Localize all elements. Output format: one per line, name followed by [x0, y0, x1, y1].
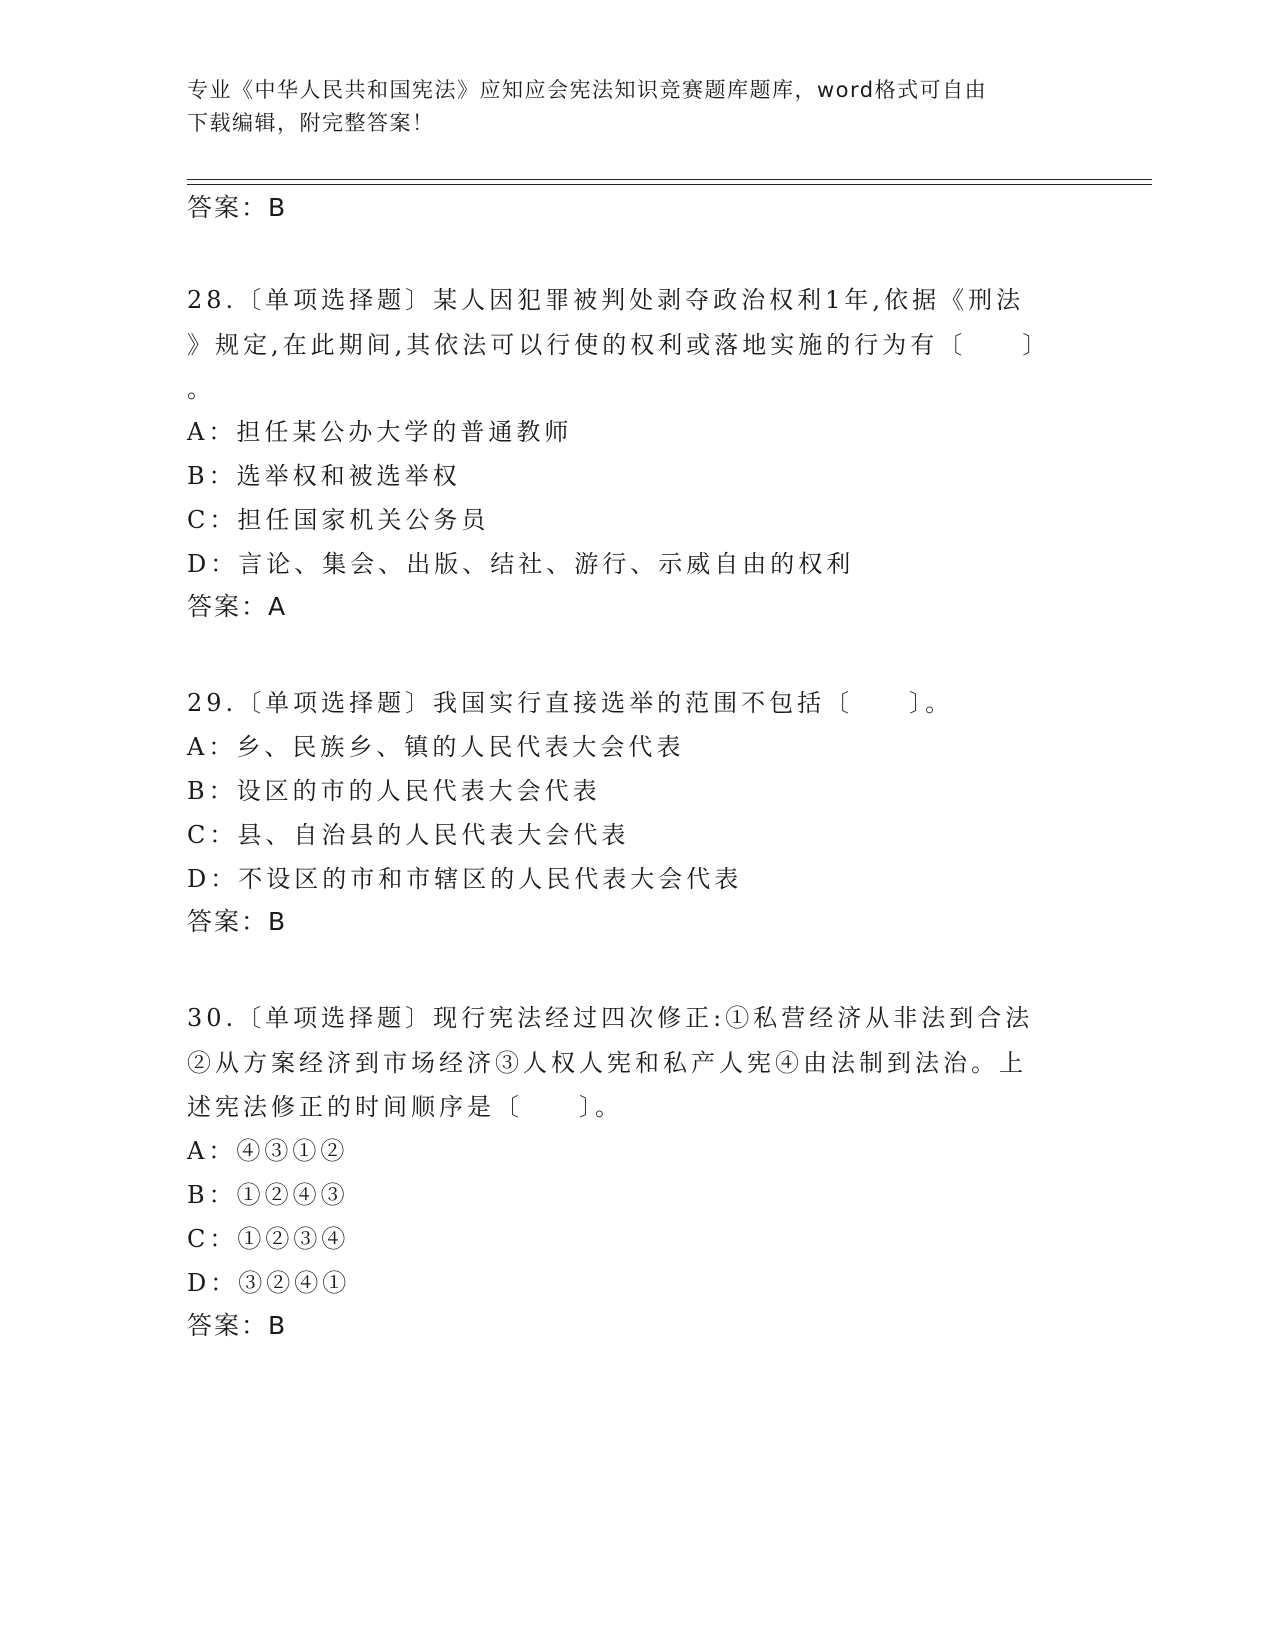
question-30-option-d: D：③②④①	[187, 1269, 351, 1297]
question-29-option-d: D：不设区的市和市辖区的人民代表大会代表	[187, 865, 743, 893]
previous-answer: 答案：B	[187, 193, 288, 222]
question-30-answer: 答案：B	[187, 1311, 288, 1340]
question-28-option-d: D：言论、集会、出版、结社、游行、示威自由的权利	[187, 550, 855, 578]
question-29-option-a: A：乡、民族乡、镇的人民代表大会代表	[187, 733, 685, 761]
page-header	[187, 74, 1067, 140]
question-30-option-a: A：④③①②	[187, 1137, 349, 1165]
question-29-option-c: C：县、自治县的人民代表大会代表	[187, 821, 630, 849]
question-28-option-a: A：担任某公办大学的普通教师	[187, 418, 573, 446]
question-29-option-b: B：设区的市的人民代表大会代表	[187, 777, 601, 805]
header-line-2: 下载编辑，附完整答案！	[187, 111, 435, 135]
question-28-option-c: C：担任国家机关公务员	[187, 506, 490, 534]
question-28-stem-line-1: 28.〔单项选择题〕某人因犯罪被判处剥夺政治权利1年,依据《刑法	[187, 286, 1025, 314]
question-30-option-c: C：①②③④	[187, 1225, 350, 1253]
question-30-stem-line-3: 述宪法修正的时间顺序是〔 〕。	[187, 1093, 623, 1121]
question-29-stem-line-1: 29.〔单项选择题〕我国实行直接选举的范围不包括〔 〕。	[187, 689, 954, 717]
question-28-stem-line-2: 》规定,在此期间,其依法可以行使的权利或落地实施的行为有〔 〕	[187, 331, 1051, 359]
header-divider-bottom	[187, 184, 1152, 185]
question-28-option-b: B：选举权和被选举权	[187, 462, 461, 490]
question-30-option-b: B：①②④③	[187, 1181, 349, 1209]
question-29-answer: 答案：B	[187, 907, 288, 936]
question-28-answer: 答案：A	[187, 592, 288, 621]
header-line-1: 专业《中华人民共和国宪法》应知应会宪法知识竞赛题库题库，word格式可自由	[187, 78, 988, 102]
question-30-stem-line-1: 30.〔单项选择题〕现行宪法经过四次修正:①私营经济从非法到合法	[187, 1004, 1034, 1032]
header-divider-top	[187, 179, 1152, 180]
question-28-stem-line-3: 。	[187, 375, 215, 403]
question-30-stem-line-2: ②从方案经济到市场经济③人权人宪和私产人宪④由法制到法治。上	[187, 1049, 1027, 1077]
